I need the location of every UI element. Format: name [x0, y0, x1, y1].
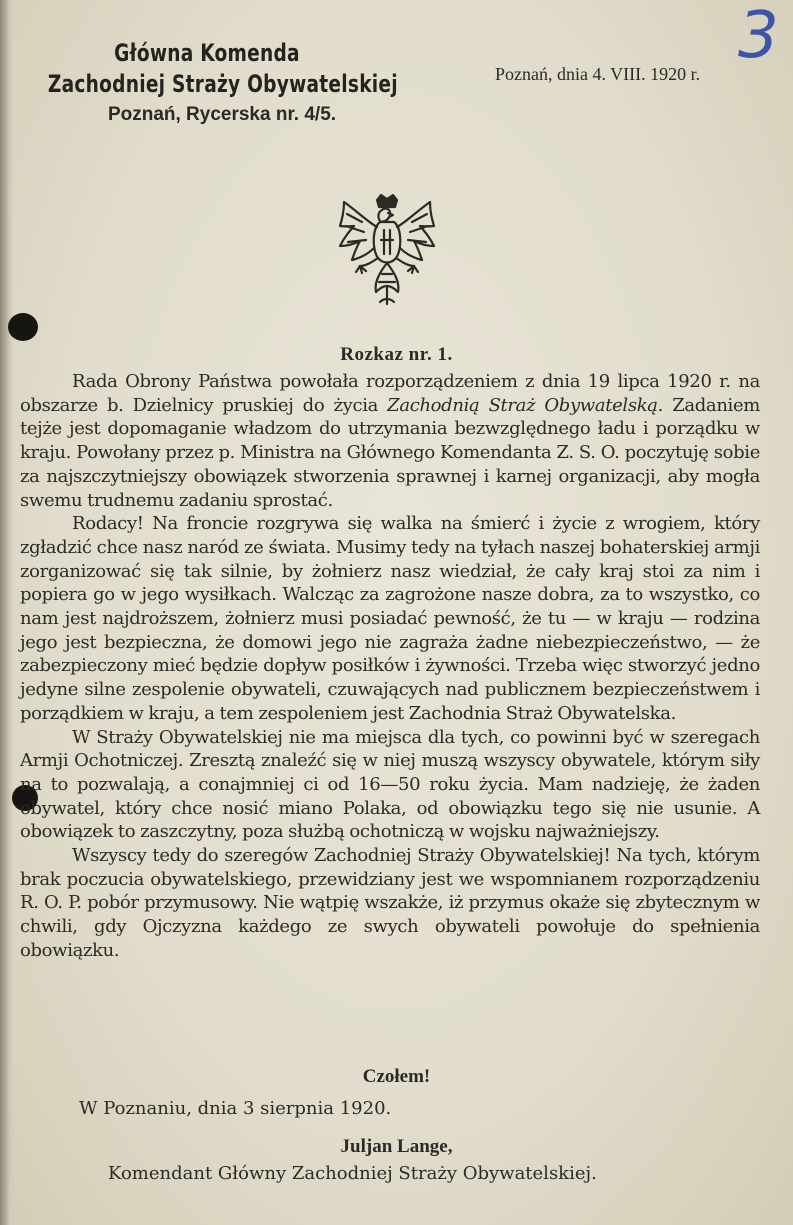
punch-hole-top — [8, 313, 38, 341]
signature-place-date: W Poznaniu, dnia 3 sierpnia 1920. — [79, 1098, 392, 1119]
org-name-line1: Główna Komenda — [114, 39, 300, 67]
paragraph-1 — [20, 370, 760, 512]
signatory-role: Komendant Główny Zachodniej Straży Obywatelskiej. — [108, 1163, 597, 1184]
polish-eagle-icon — [332, 194, 442, 310]
paragraph-4: Wszyscy tedy do szeregów Zachodniej Straży Obywatelskiej! Na tych, którym brak poczucia obywatelskiego, przewidziany jest we wspomnianem rozporządzeniu R. O. P. pobór przymusowy. Nie wątpię wszakże, iż przymus okaże się zbytecznym w chwili, gdy Ojczyzna każdego ze swych obywateli powołuje do spełnienia obowiązku. — [20, 845, 760, 961]
order-title: Rozkaz nr. 1. — [340, 344, 453, 365]
paragraph-2: Rodacy! Na froncie rozgrywa się walka na śmierć i życie z wrogiem, który zgładzić chce nasz naród ze świata. Musimy tedy na tyłach naszej bohaterskiej armji zorganizować się tak silnie, by żołnierz nasz wiedział, że cały kraj stoi za nim i popiera go w jego wysiłkach. Walcząc za zagrożone nasze dobra, za to wszystko, co nam jest najdroższem, żołnierz musi posiadać pewność, że tu — w kraju — rodzina jego jest bezpieczna, że domowi jego nie zagraża żadne niebezpieczeństwo, — że zabezpieczony mieć będzie dopływ posiłków i żywności. Trzeba więc stworzyć jedno jedyne silne zespolenie obywateli, czuwających nad publicznem bezpieczeństwem i porządkiem w kraju, a tem zespoleniem jest Zachodnia Straż Obywatelska. — [20, 513, 760, 724]
binding-shadow — [0, 0, 14, 1225]
paragraph-1-start: Rada Obrony Państwa powołała rozporządzeniem z dnia 19 lipca 1920 r. na obszarze b. Dzielnicy pruskiej do życia — [20, 371, 760, 416]
archive-handwritten-number: 3 — [738, 0, 779, 73]
greeting: Czołem! — [362, 1066, 431, 1087]
order-body — [20, 370, 760, 963]
signatory-name: Juljan Lange, — [340, 1136, 453, 1157]
place-date: Poznań, dnia 4. VIII. 1920 r. — [495, 64, 701, 84]
paragraph-1-emphasis: Zachodnią Straż Obywatelską. — [387, 394, 664, 416]
paragraph-1-end: Zadaniem tejże jest dopomaganie władzom do utrzymania bezwzględnego ładu i porządku w kraju. Powołany przez p. Ministra na Głównego Komendanta Z. S. O. poczytuję sobie za najszczytniejszy obowiązek stworzenia sprawnej i karnej organizacji, aby mogła swemu trudnemu zadaniu sprostać. — [20, 394, 760, 511]
paragraph-3: W Straży Obywatelskiej nie ma miejsca dla tych, co powinni być w szeregach Armji Ochotniczej. Zresztą znaleźć się w niej muszą wszyscy obywatele, którym siły na to pozwalają, a conajmniej ci od 16—50 roku życia. Mam nadzieję, że żaden obywatel, który chce nosić miano Polaka, od obowiązku tego się nie usunie. A obowiązek to zaszczytny, poza służbą ochotniczą w wojsku najważniejszy. — [20, 726, 760, 843]
org-address: Poznań, Rycerska nr. 4/5. — [107, 104, 337, 125]
org-name-line2: Zachodniej Straży Obywatelskiej — [47, 70, 398, 98]
letterhead — [22, 38, 398, 126]
